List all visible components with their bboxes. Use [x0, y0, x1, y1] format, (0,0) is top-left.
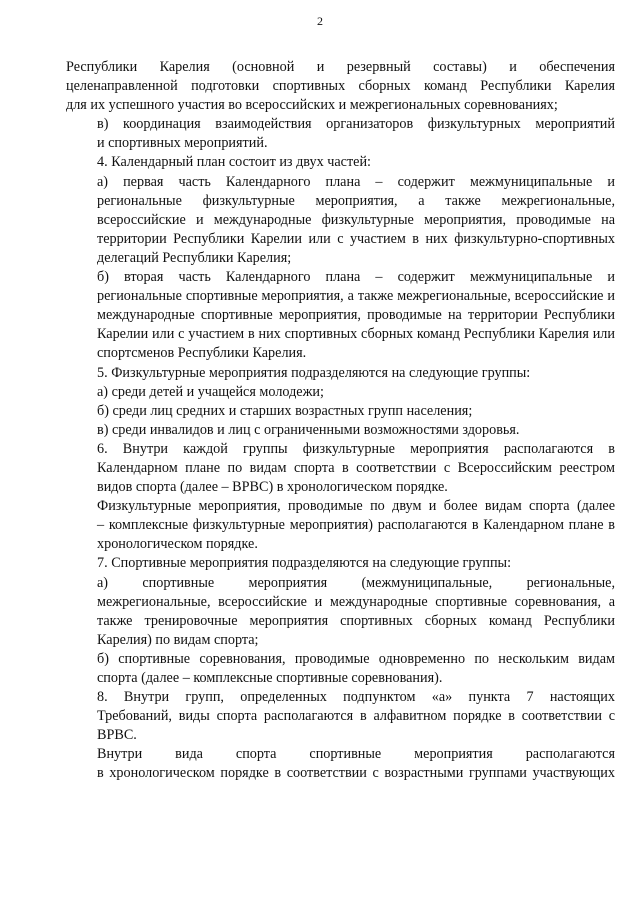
paragraph [66, 574, 615, 650]
text-line: и спортивных мероприятий. [97, 135, 268, 152]
text-line: международные спортивные мероприятия, проводимые на территории Республики [97, 307, 615, 324]
text-line: ВРВС. [97, 727, 137, 744]
paragraph [66, 745, 615, 783]
text-line: в) координация взаимодействия организаторов физкультурных мероприятий [97, 116, 615, 133]
text-line: 5. Физкультурные мероприятия подразделяются на следующие группы: [97, 364, 531, 381]
text-line: делегаций Республики Карелия; [97, 249, 292, 266]
text-line: 7. Спортивные мероприятия подразделяются на следующие группы: [97, 555, 512, 572]
text-line: б) вторая часть Календарного плана – содержит межмуниципальные и [97, 269, 615, 286]
text-line: в) среди инвалидов и лиц с ограниченными возможностями здоровья. [97, 421, 520, 438]
text-line: Физкультурные мероприятия, проводимые по двум и более видам спорта (далее [97, 498, 615, 515]
paragraph [66, 364, 615, 383]
text-line: Внутри вида спорта спортивные мероприятия располагаются [97, 746, 615, 763]
text-line: а) среди детей и учащейся молодежи; [97, 383, 324, 400]
text-line: а) первая часть Календарного плана – содержит межмуниципальные и [97, 173, 615, 190]
text-line: Карелии или с участием в них спортивных сборных команд Республики Карелия или [97, 326, 615, 343]
paragraph [66, 421, 615, 440]
text-line: территории Республики Карелии или с участием в них физкультурно-спортивных [97, 230, 615, 247]
text-line: 6. Внутри каждой группы физкультурные мероприятия располагаются в [97, 440, 615, 457]
text-line: Республики Карелия (основной и резервный составы) и обеспечения [66, 59, 615, 75]
paragraph [66, 58, 615, 115]
paragraph [66, 383, 615, 402]
text-line: а) спортивные мероприятия (межмуниципальные, региональные, [97, 574, 615, 591]
text-line: также тренировочные мероприятия спортивных сборных команд Республики [97, 612, 615, 629]
paragraph [66, 440, 615, 497]
text-line: всероссийские и международные физкультурные мероприятия, проводимые на [97, 211, 615, 228]
text-line: – комплексные физкультурные мероприятия) располагаются в Календарном плане в [97, 517, 615, 534]
text-line: для их успешного участия во всероссийских и межрегиональных соревнованиях; [66, 97, 558, 114]
document-body [66, 58, 615, 784]
paragraph [66, 402, 615, 421]
text-line: Календарном плане по видам спорта в соответствии с Всероссийским реестром [97, 459, 615, 476]
paragraph [66, 650, 615, 688]
text-line: б) спортивные соревнования, проводимые одновременно по нескольким видам [97, 650, 615, 667]
text-line: в хронологическом порядке в соответствии с возрастными группами участвующих [97, 765, 615, 782]
page-number: 2 [317, 14, 323, 28]
text-line: хронологическом порядке. [97, 536, 258, 553]
text-line: межрегиональные, всероссийские и международные спортивные соревнования, а [97, 593, 615, 610]
paragraph [66, 173, 615, 268]
text-line: видов спорта (далее – ВРВС) в хронологическом порядке. [97, 479, 448, 496]
text-line: Требований, виды спорта располагаются в алфавитном порядке в соответствии с [97, 708, 615, 725]
paragraph [66, 688, 615, 745]
text-line: 4. Календарный план состоит из двух частей: [97, 154, 371, 171]
text-line: 8. Внутри групп, определенных подпунктом «а» пункта 7 настоящих [97, 689, 615, 706]
paragraph [66, 153, 615, 172]
text-line: Карелия) по видам спорта; [97, 631, 259, 648]
text-line: целенаправленной подготовки спортивных сборных команд Республики Карелия [66, 78, 615, 95]
text-line: региональные физкультурные мероприятия, а также межрегиональные, [97, 192, 615, 209]
paragraph [66, 268, 615, 363]
paragraph [66, 554, 615, 573]
text-line: спорта (далее – комплексные спортивные соревнования). [97, 670, 443, 686]
paragraph [66, 115, 615, 153]
paragraph [66, 497, 615, 554]
text-line: спортсменов Республики Карелия. [97, 345, 307, 362]
text-line: б) среди лиц средних и старших возрастных групп населения; [97, 402, 473, 419]
text-line: региональные спортивные мероприятия, а также межрегиональные, всероссийские и [97, 288, 615, 305]
